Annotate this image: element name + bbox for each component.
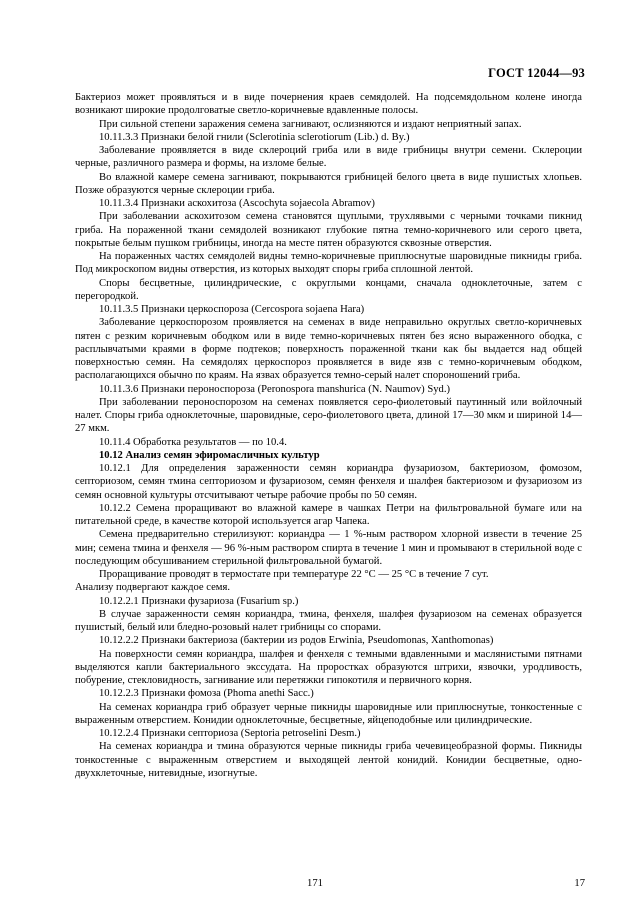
section-heading: 10.11.3.4 Признаки аскохитоза (Ascochyta sojaecola Abramov) <box>99 198 375 209</box>
paragraph: Семена предварительно стерилизуют: кориандра — 1 %-ным раствором хлорной извести в течение 25 мин; семена тмина и фенхеля — 96 %-ным раствором спирта в течение 1 мин и промывают в стерильной воде с последующим обсушиванием стерильной фильтровальной бумагой. <box>75 529 582 567</box>
section-heading: 10.12.2.1 Признаки фузариоза (Fusarium sp.) <box>99 595 299 607</box>
paragraph: Бактериоз может проявляться и в виде почернения краев семядолей. На подсемядольном колене иногда возникают широкие продолговатые светло-коричневые вдавленные полосы. <box>75 92 582 117</box>
page-number-center: 171 <box>307 878 323 889</box>
section-heading: 10.11.3.6 Признаки пероноспороза (Peronospora manshurica (N. Naumov) Syd.) <box>99 383 451 395</box>
section-heading: 10.12.2.3 Признаки фомоза (Phoma anethi Sacc.) <box>99 688 314 700</box>
paragraph: 10.11.4 Обработка результатов — по 10.4. <box>99 436 287 448</box>
section-heading: 10.11.3.3 Признаки белой гнили (Sclerotinia sclerotiorum (Lib.) d. By.) <box>99 131 410 143</box>
paragraph: 10.12.2 Семена проращивают во влажной камере в чашках Петри на фильтровальной бумаге или на питательной среде, в качестве которой используется агар Чапека. <box>75 502 582 527</box>
section-heading: 10.12.2.4 Признаки септориоза (Septoria petroselini Desm.) <box>99 728 361 739</box>
paragraph: В случае зараженности семян кориандра, тмина, фенхеля, шалфея фузариозом на семенах образуется пушистый, белый или бледно-розовый налет грибницы со спорами. <box>75 608 582 633</box>
paragraph: Анализу подвергают каждое семя. <box>75 582 231 594</box>
page-number-right: 17 <box>574 878 585 889</box>
paragraph: На поверхности семян кориандра, шалфея и фенхеля с темными вдавленными и маслянистыми пятнами выделяются капли бактериального экссудата. На проростках образуются штрихи, язвочки, уродливость, побурение, стекловидность, загнивание или перетяжки гипокотиля и первичного корня. <box>75 648 582 686</box>
section-heading: 10.11.3.5 Признаки церкоспороза (Cercospora sojaena Hara) <box>99 304 365 315</box>
document-standard-header: ГОСТ 12044—93 <box>488 66 585 80</box>
paragraph: При заболевании аскохитозом семена становятся щуплыми, трухлявыми с черными точками пикнид гриба. На пораженной ткани семядолей возникают глубокие пятна темно-коричневого или серого цвета, покрытые белым пушком грибницы, иногда на месте пятен образуются сквозные отверстия. <box>75 211 582 249</box>
paragraph: При заболевании пероноспорозом на семенах появляется серо-фиолетовый паутинный или войлочный налет. Споры гриба одноклеточные, шаровидные, серо-фиолетового цвета, длиной 17—30 мкм и шириной 14—27 мкм. <box>75 396 582 435</box>
paragraph: Заболевание проявляется в виде склероций гриба или в виде грибницы внутри семени. Склероции черные, различного размера и формы, на изломе белые. <box>75 145 582 170</box>
paragraph: 10.12.1 Для определения зараженности семян кориандра фузариозом, бактериозом, фомозом, септориозом, семян тмина септориозом и фузариозом, семян фенхеля и шалфея бактериозом и фузариозом из семян основной культуры отсчитывают четыре рабочие пробы по 50 семян. <box>75 463 582 501</box>
paragraph: Заболевание церкоспорозом проявляется на семенах в виде неправильно округлых светло-коричневых пятен с резким коричневым ободком или в виде темно-коричневых пятен без ясно выраженного ободка, с расплывчатыми краями в форме подтеков; поверхность пораженной ткани как бы выдается над общей поверхностью семян. На семядолях церкоспороз проявляется в виде язв с темно-коричневым ободком, располагающихся обычно по краям. На язвах образуется темно-серый налет спороношений гриба. <box>75 317 582 382</box>
document-body <box>75 91 582 780</box>
section-heading: 10.12.2.2 Признаки бактериоза (бактерии из родов Erwinia, Pseudomonas, Xanthomonas) <box>99 635 494 647</box>
paragraph: На семенах кориандра гриб образует черные пикниды шаровидные или приплюснутые, тонкостенные с выраженным отверстием. Конидии одноклеточные, бесцветные, яйцеподобные или цилиндрические. <box>75 701 582 726</box>
paragraph: Проращивание проводят в термостате при температуре 22 °С — 25 °С в течение 7 сут. <box>99 569 489 580</box>
paragraph: При сильной степени заражения семена загнивают, ослизняются и издают неприятный запах. <box>99 118 522 130</box>
section-title-bold: 10.12 Анализ семян эфиромасличных культур <box>99 449 320 461</box>
paragraph: На семенах кориандра и тмина образуются черные пикниды гриба чечевицеобразной формы. Пикниды тонкостенные с выраженным отверстием и выходящей лентой конидий. Конидии бесцветные, одно- двухклеточные, нитевидные, изогнутые. <box>75 741 582 779</box>
paragraph: Споры бесцветные, цилиндрические, с округлыми концами, сначала одноклеточные, затем с перегородкой. <box>75 277 582 302</box>
paragraph: Во влажной камере семена загнивают, покрываются грибницей белого цвета в виде пушистых хлопьев. Позже образуются черные склероции гриба. <box>75 171 582 196</box>
paragraph: На пораженных частях семядолей видны темно-коричневые приплюснутые шаровидные пикниды гриба. Под микроскопом видны отверстия, из которых выходят споры гриба сплошной лентой. <box>75 251 582 276</box>
